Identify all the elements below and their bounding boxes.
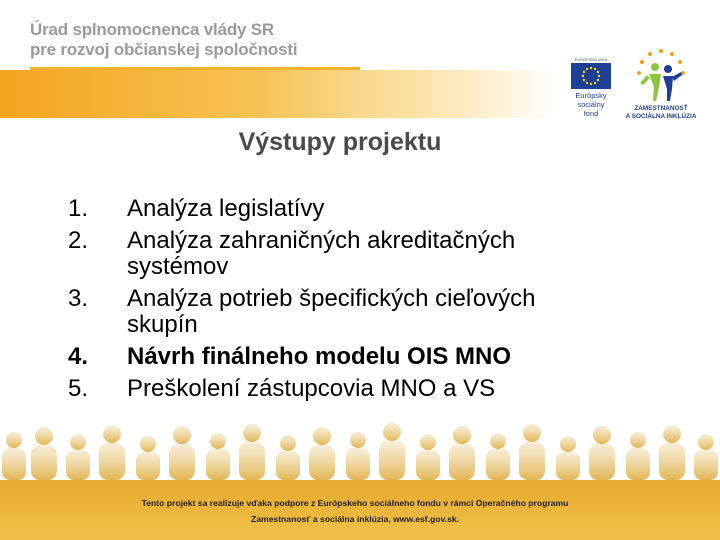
eu-stars-icon bbox=[571, 63, 611, 89]
list-item bbox=[0, 196, 720, 222]
footer-disclaimer bbox=[110, 495, 600, 527]
list-item-text: Návrh finálneho modelu OIS MNO bbox=[127, 343, 512, 370]
list-item-text: Analýza zahraničných akreditačných systémov bbox=[127, 227, 516, 280]
esf-logo-line3: fond bbox=[583, 109, 599, 118]
list-item-number: 1. bbox=[68, 195, 89, 222]
list-item-text: Analýza legislatívy bbox=[127, 195, 325, 222]
people-stars-icon bbox=[625, 45, 697, 105]
eu-flag-icon bbox=[571, 63, 611, 89]
footer-line2: Zamestnanosť a sociálna inklúzia, www.esf.gov.sk. bbox=[250, 514, 460, 524]
organization-title bbox=[30, 20, 297, 60]
organization-title-line2: pre rozvoj občianskej spoločnosti bbox=[30, 40, 298, 59]
organization-title-line1: Úrad splnomocnenca vlády SR bbox=[30, 20, 275, 39]
program-logo-text bbox=[625, 105, 697, 121]
esf-logo-text bbox=[568, 91, 614, 118]
crowd-silhouette-image bbox=[0, 418, 720, 480]
esf-logo-line1: Európsky bbox=[575, 91, 607, 100]
outputs-list bbox=[0, 196, 720, 402]
eu-logo-caption: EURÓPSKA ÚNIA bbox=[574, 57, 608, 62]
program-logo-line1: ZAMESTNANOSŤ bbox=[634, 105, 688, 112]
program-logo-line2: A SOCIÁLNA INKLÚZIA bbox=[625, 113, 697, 120]
list-item-number: 3. bbox=[68, 285, 89, 312]
list-item bbox=[0, 228, 720, 280]
list-item-text: Preškolení zástupcovia MNO a VS bbox=[127, 375, 496, 402]
list-item bbox=[0, 344, 720, 370]
program-logo bbox=[625, 45, 697, 125]
header-color-band bbox=[0, 70, 560, 118]
eu-esf-logo bbox=[568, 57, 614, 121]
list-item bbox=[0, 376, 720, 402]
list-item-text: Analýza potrieb špecifických cieľových skupín bbox=[127, 285, 536, 338]
list-item bbox=[0, 286, 720, 338]
footer-line1: Tento projekt sa realizuje vďaka podpore z Európskeho sociálneho fondu v rámci Operačného programu bbox=[141, 498, 569, 508]
list-item-number: 5. bbox=[68, 375, 89, 402]
list-item-number: 4. bbox=[68, 343, 89, 370]
slide-title: Výstupy projektu bbox=[238, 128, 442, 156]
list-item-number: 2. bbox=[68, 227, 89, 254]
esf-logo-line2: sociálny bbox=[577, 100, 605, 109]
